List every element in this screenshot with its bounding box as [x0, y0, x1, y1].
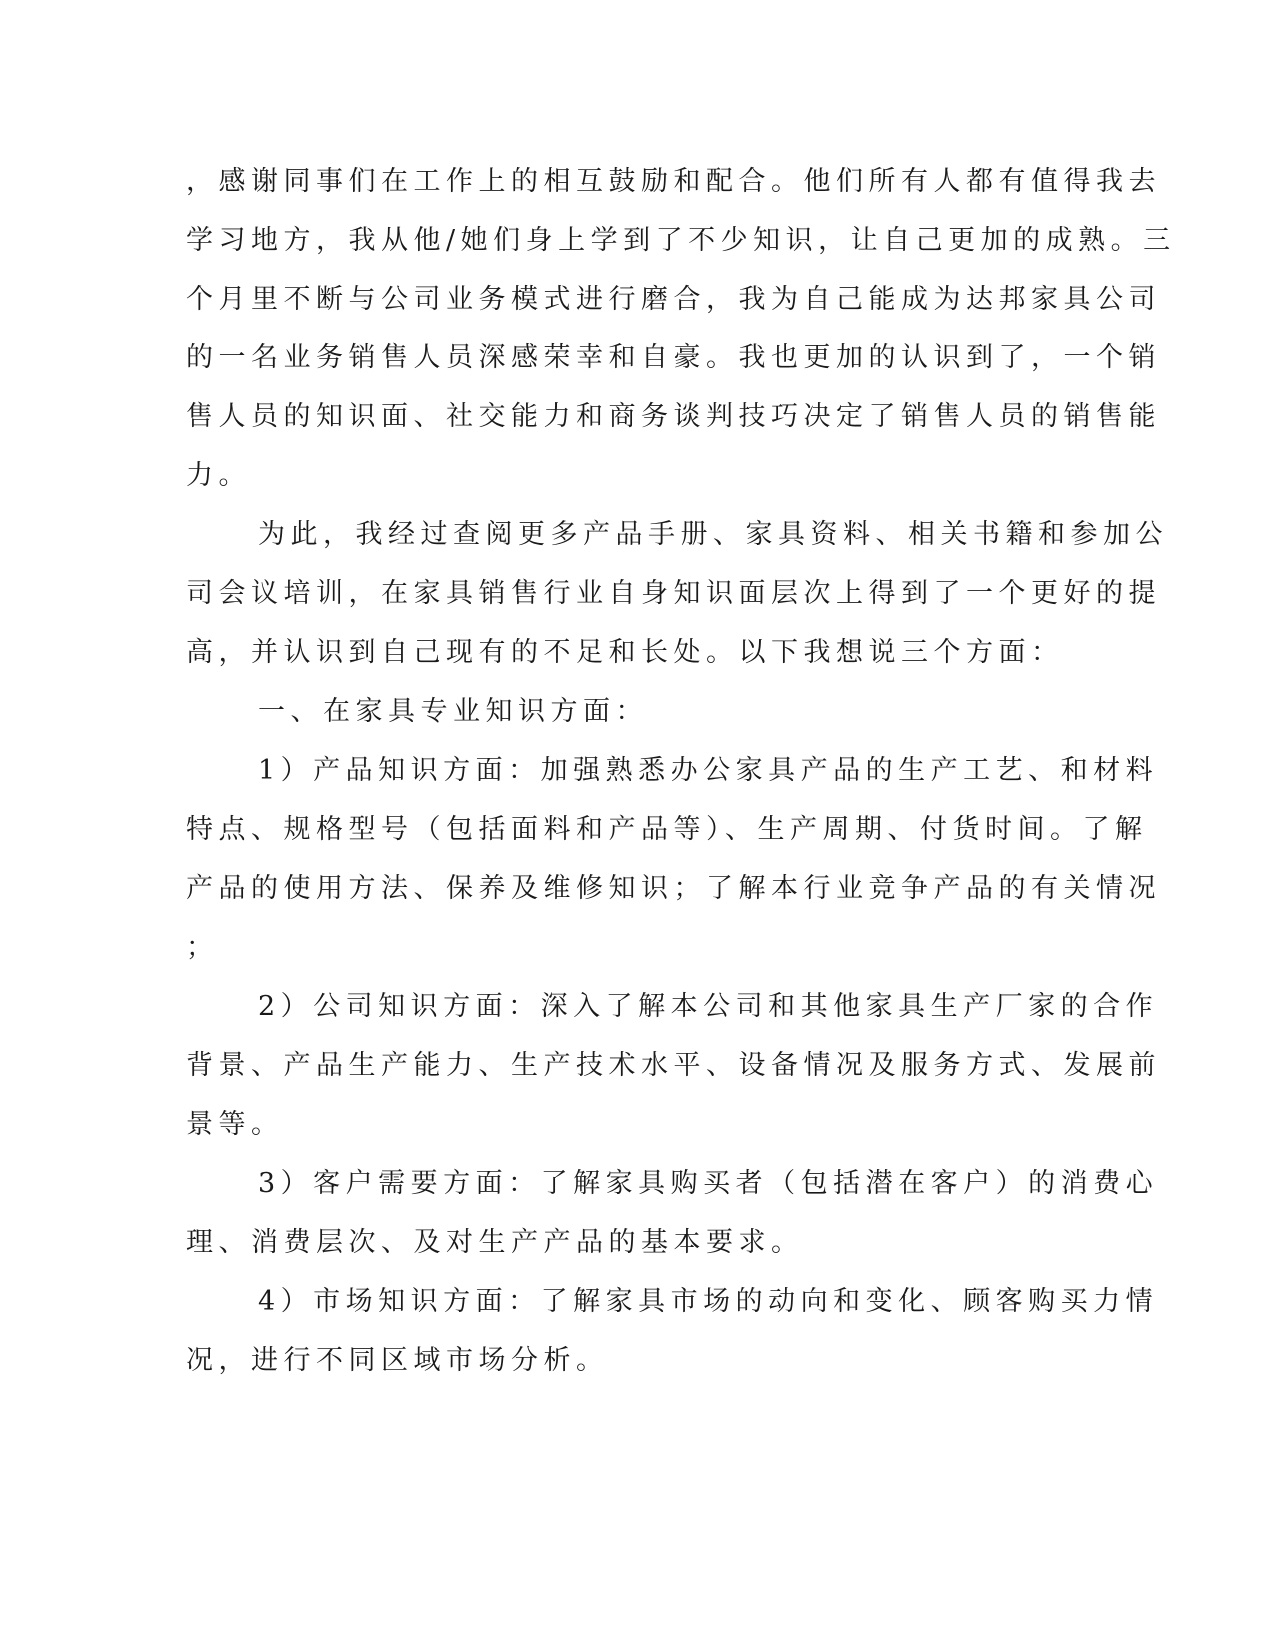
text-line: 的一名业务销售人员深感荣幸和自豪。我也更加的认识到了，一个销	[186, 342, 1161, 373]
text-line: 司会议培训，在家具销售行业自身知识面层次上得到了一个更好的提	[186, 578, 1161, 609]
text-line: 为此，我经过查阅更多产品手册、家具资料、相关书籍和参加公	[258, 519, 1168, 550]
text-line: ；	[186, 932, 219, 963]
text-line: 2）公司知识方面：深入了解本公司和其他家具生产厂家的合作	[258, 991, 1159, 1022]
text-line: ，感谢同事们在工作上的相互鼓励和配合。他们所有人都有值得我去	[186, 166, 1161, 197]
text-line: 售人员的知识面、社交能力和商务谈判技巧决定了销售人员的销售能	[186, 401, 1161, 432]
text-line: 产品的使用方法、保养及维修知识；了解本行业竞争产品的有关情况	[186, 873, 1161, 904]
text-line: 况，进行不同区域市场分析。	[186, 1345, 609, 1376]
text-line: 力。	[186, 460, 251, 491]
text-line: 学习地方，我从他/她们身上学到了不少知识，让自己更加的成熟。三	[186, 225, 1176, 256]
text-line: 特点、规格型号（包括面料和产品等）、生产周期、付货时间。了解	[186, 814, 1148, 845]
text-line: 高，并认识到自己现有的不足和长处。以下我想说三个方面：	[186, 637, 1064, 668]
text-line: 1）产品知识方面：加强熟悉办公家具产品的生产工艺、和材料	[258, 755, 1159, 786]
text-line: 理、消费层次、及对生产产品的基本要求。	[186, 1227, 804, 1258]
text-line: 4）市场知识方面：了解家具市场的动向和变化、顾客购买力情	[258, 1286, 1159, 1317]
text-line: 个月里不断与公司业务模式进行磨合，我为自己能成为达邦家具公司	[186, 284, 1161, 315]
text-line: 背景、产品生产能力、生产技术水平、设备情况及服务方式、发展前	[186, 1050, 1161, 1081]
text-line: 景等。	[186, 1109, 284, 1140]
text-line: 3）客户需要方面：了解家具购买者（包括潜在客户）的消费心	[258, 1168, 1159, 1199]
section-heading: 一、在家具专业知识方面：	[258, 696, 648, 727]
